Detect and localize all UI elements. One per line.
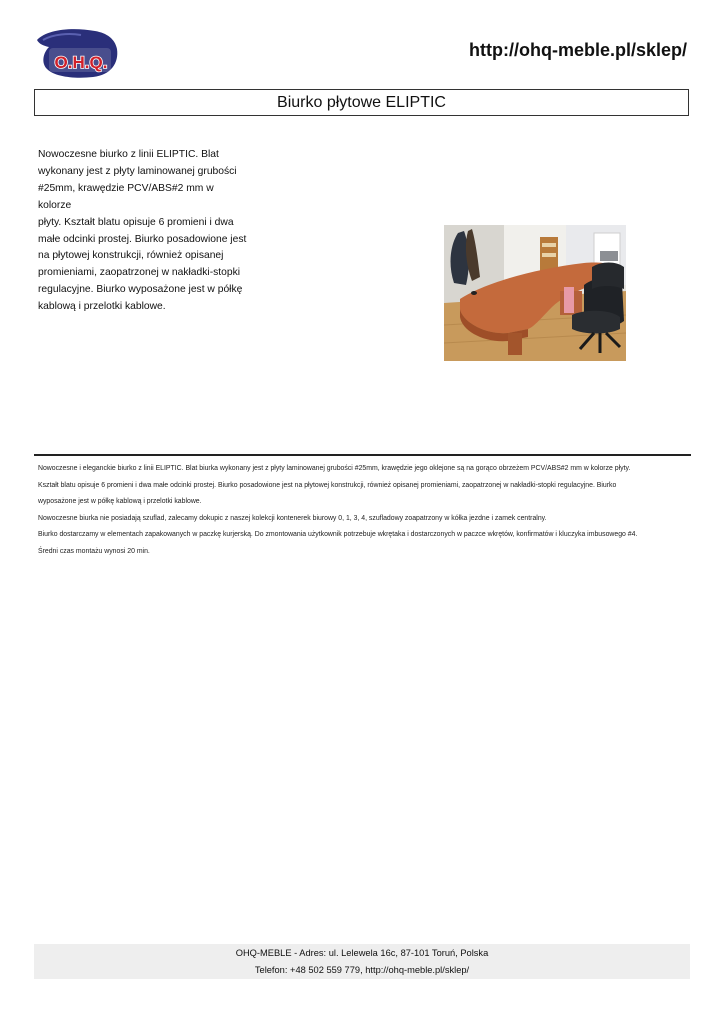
intro-line: kablową i przelotki kablowe.	[38, 301, 166, 313]
section-divider	[34, 454, 691, 456]
intro-line: promieniami, zaopatrzonej w nakładki-stopki	[38, 267, 241, 279]
intro-line: #25mm, krawędzie PCV/ABS#2 mm w kolorze	[38, 182, 214, 211]
product-title: Biurko płytowe ELIPTIC	[34, 89, 689, 116]
footer-contact: Telefon: +48 502 559 779, http://ohq-meble.pl/sklep/	[254, 965, 470, 976]
details-line: Biurko dostarczamy w elementach zapakowanych w paczkę kurjerską. Do zmontowania użytkownik potrzebuje wkrętaka i dostarczonych w paczce wkrętów, konfirmatów i kluczyka imbusowego #4.	[38, 531, 638, 538]
footer	[34, 944, 690, 979]
footer-address: OHQ-MEBLE - Adres: ul. Lelewela 16c, 87-101 Toruń, Polska	[235, 948, 489, 958]
site-url[interactable]: http://ohq-meble.pl/sklep/	[468, 40, 687, 60]
details-line: Nowoczesne biurka nie posiadają szuflad, zalecamy dokupic z naszej kolekcji kontenerek biurowy 0, 1, 3, 4, szufladowy zoapatrzony w kółka jezdne i zamek centralny.	[38, 514, 547, 522]
product-details	[38, 461, 688, 560]
details-line: Kształt blatu opisuje 6 promieni i dwa małe odcinki prostej. Biurko posadowione jest na płytowej konstrukcji, również opisanej promieniami, zaopatrzonej w nakładki-stopki regulacyjne. Biurko	[38, 481, 617, 489]
intro-line: Nowoczesne biurko z linii ELIPTIC. Blat	[38, 149, 219, 160]
intro-line: regulacyjne. Biurko wyposażone jest w półkę	[38, 284, 243, 296]
intro-line: płyty. Kształt blatu opisuje 6 promieni i dwa	[38, 216, 234, 228]
details-line: Nowoczesne i eleganckie biurko z linii ELIPTIC. Blat biurka wykonany jest z płyty laminowanej grubości #25mm, krawędzie jego oklejone są na gorąco obrzeżem PCV/ABS#2 mm w kolorze płyty.	[38, 465, 631, 472]
intro-line: na płytowej konstrukcji, również opisanej	[38, 250, 224, 262]
product-photo	[444, 225, 626, 361]
details-line: wyposażone jest w półkę kablową i przelotki kablowe.	[38, 498, 202, 505]
details-line: Średni czas montażu wynosi 20 min.	[38, 547, 150, 555]
logo-text: O.H.Q.	[54, 53, 108, 72]
company-logo[interactable]	[35, 27, 119, 79]
intro-line: małe odcinki prostej. Biurko posadowione jest	[38, 233, 247, 245]
intro-line: wykonany jest z płyty laminowanej grubości	[38, 165, 237, 177]
product-intro	[38, 147, 248, 316]
